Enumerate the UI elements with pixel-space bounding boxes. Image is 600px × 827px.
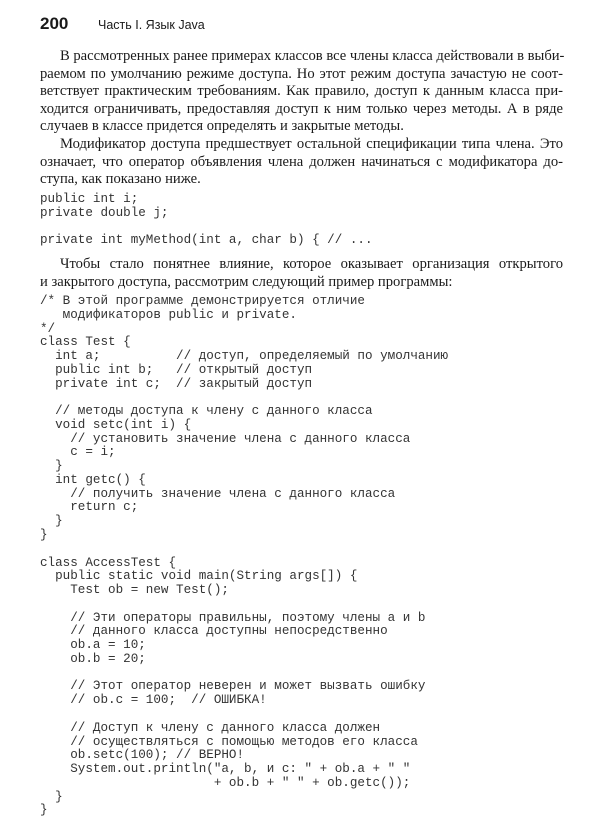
code-line: */ [40, 321, 56, 336]
code-line: return c; [40, 500, 139, 515]
code-line: int a; // доступ, определяемый по умолчанию [40, 349, 449, 364]
code-line: } [40, 803, 48, 818]
code-block [40, 295, 448, 818]
paragraph-line: ветствует практическим требованиям. Как правило, доступ к данным класса при- [40, 83, 563, 100]
paragraph [40, 136, 563, 189]
code-line: // получить значение члена c данного класса [40, 486, 396, 501]
code-line: + ob.b + " " + ob.getc()); [40, 775, 411, 790]
code-line: System.out.println("a, b, и c: " + ob.a + " " [40, 762, 411, 777]
code-line: public int b; // открытый доступ [40, 362, 313, 377]
paragraph-line: В рассмотренных ранее примерах классов все члены класса действовали в выби- [60, 48, 565, 64]
code-line: // методы доступа к члену c данного класса [40, 404, 373, 419]
code-line: // данного класса доступны непосредственно [40, 624, 388, 639]
code-line [40, 598, 448, 612]
code-line: public int i; [40, 192, 139, 206]
paragraph [40, 256, 563, 291]
code-line [40, 221, 373, 235]
paragraph-line: Модификатор доступа предшествует остальной спецификации типа члена. Это [60, 136, 563, 152]
code-line: } [40, 459, 63, 474]
chapter-title: Часть I. Язык Java [98, 18, 205, 32]
paragraph-line: и закрытого доступа, рассмотрим следующий пример программы: [40, 273, 453, 290]
code-line: } [40, 528, 48, 543]
code-line: private double j; [40, 205, 169, 220]
code-line: ob.b = 20; [40, 651, 146, 666]
code-line: int getc() { [40, 472, 146, 487]
code-line [40, 543, 448, 557]
code-line: // ob.c = 100; // ОШИБКА! [40, 693, 267, 708]
code-line: ob.setc(100); // ВЕРНО! [40, 748, 245, 763]
code-line [40, 667, 448, 681]
code-line: } [40, 789, 63, 804]
code-line: private int c; // закрытый доступ [40, 376, 313, 391]
code-line: // Этот оператор неверен и может вызвать ошибку [40, 679, 426, 694]
paragraph-line: ходится ограничивать, предоставляя доступ к ним только через методы. А в ряде [40, 100, 563, 117]
code-line [40, 708, 448, 722]
paragraph-line: ступа, как показано ниже. [40, 171, 201, 188]
code-line: class AccessTest { [40, 555, 177, 570]
code-line: // осуществляться с помощью методов его класса [40, 734, 418, 749]
running-header [40, 14, 205, 38]
paragraph-line: раемом по умолчанию режиме доступа. Но этот режим доступа зачастую не соот- [40, 65, 563, 82]
code-line: // Доступ к члену c данного класса должен [40, 720, 381, 735]
code-line: c = i; [40, 445, 116, 460]
code-line: } [40, 514, 63, 529]
code-line: void setc(int i) { [40, 417, 192, 432]
code-line: // установить значение члена c данного класса [40, 431, 411, 446]
paragraph-line: Чтобы стало понятнее влияние, которое оказывает организация открытого [60, 256, 563, 272]
page-number: 200 [40, 14, 69, 33]
code-line: private int myMethod(int a, char b) { // ... [40, 233, 373, 248]
code-line: ob.a = 10; [40, 638, 146, 653]
paragraph [40, 48, 563, 136]
paragraph-line: случаев в классе придется определять и закрытые методы. [40, 118, 404, 135]
code-line [40, 391, 448, 405]
code-line: Test ob = new Test(); [40, 583, 229, 598]
code-line: public static void main(String args[]) { [40, 569, 358, 584]
code-line: class Test { [40, 335, 131, 350]
code-line: /* В этой программе демонстрируется отличие [40, 294, 365, 308]
code-block [40, 193, 373, 248]
code-line: модификаторов public и private. [40, 307, 297, 322]
paragraph-line: означает, что оператор объявления члена должен начинаться с модификатора до- [40, 153, 563, 170]
code-line: // Эти операторы правильны, поэтому члены a и b [40, 610, 426, 625]
